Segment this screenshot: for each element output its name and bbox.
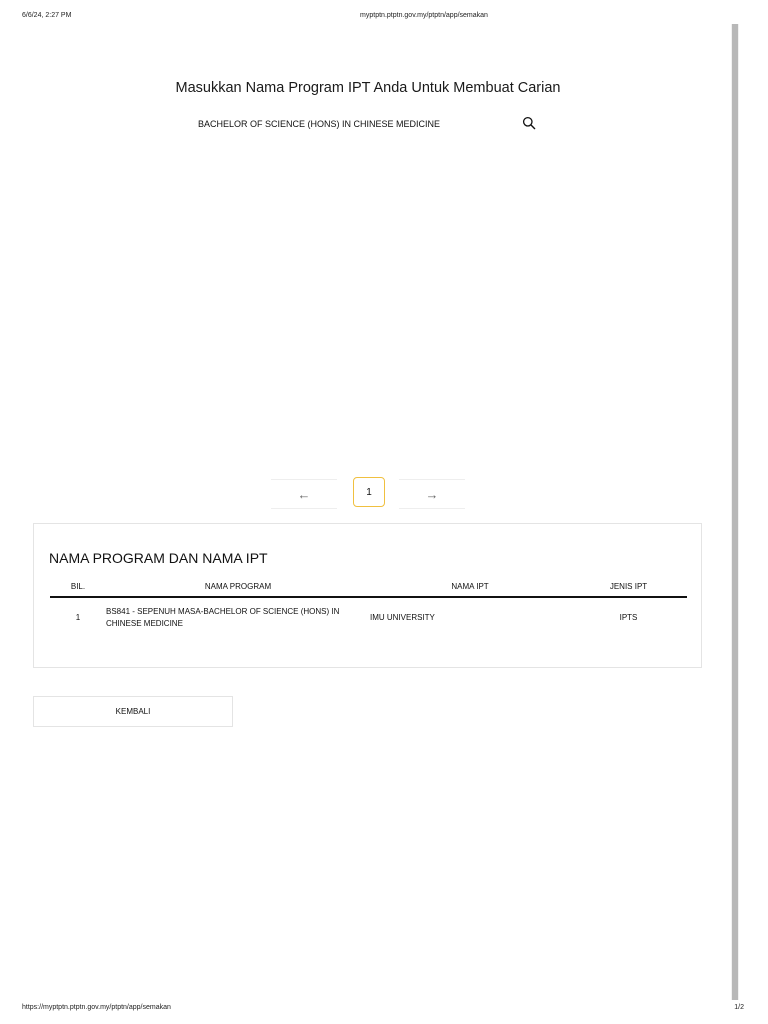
header-bil: BIL.: [50, 576, 106, 597]
arrow-right-icon: →: [425, 486, 439, 502]
print-footer-url: https://myptptn.ptptn.gov.my/ptptn/app/semakan: [22, 1004, 171, 1011]
print-datetime: 6/6/24, 2:27 PM: [22, 12, 72, 19]
header-jenis: JENIS IPT: [570, 576, 687, 597]
search-bar: [190, 114, 546, 134]
header-ipt: NAMA IPT: [370, 576, 570, 597]
back-button[interactable]: KEMBALI: [33, 696, 233, 727]
header-program: NAMA PROGRAM: [106, 576, 370, 597]
print-page-number: 1/2: [734, 1004, 744, 1011]
page-1-button[interactable]: 1: [353, 477, 385, 507]
print-url: myptptn.ptptn.gov.my/ptptn/app/semakan: [360, 12, 488, 19]
prev-page-button[interactable]: [271, 479, 337, 509]
pagination: [271, 477, 465, 507]
results-title: NAMA PROGRAM DAN NAMA IPT: [49, 550, 268, 566]
search-input[interactable]: [190, 114, 518, 134]
next-page-button[interactable]: [399, 479, 465, 509]
search-title: Masukkan Nama Program IPT Anda Untuk Membuat Carian: [175, 80, 561, 96]
table-header-row: [50, 576, 687, 597]
cell-bil: 1: [75, 613, 81, 622]
cell-ipt: IMU UNIVERSITY: [370, 613, 435, 622]
cell-program: BS841 - SEPENUH MASA-BACHELOR OF SCIENCE (HONS) IN CHINESE MEDICINE: [106, 607, 340, 628]
arrow-left-icon: ←: [297, 486, 311, 502]
table-row: [50, 597, 687, 638]
cell-jenis: IPTS: [619, 613, 638, 622]
vertical-scrollbar[interactable]: [731, 24, 739, 1000]
results-table: [50, 576, 687, 638]
scrollbar-thumb[interactable]: [732, 24, 738, 1000]
results-card: [33, 523, 702, 668]
search-icon[interactable]: [522, 116, 536, 130]
